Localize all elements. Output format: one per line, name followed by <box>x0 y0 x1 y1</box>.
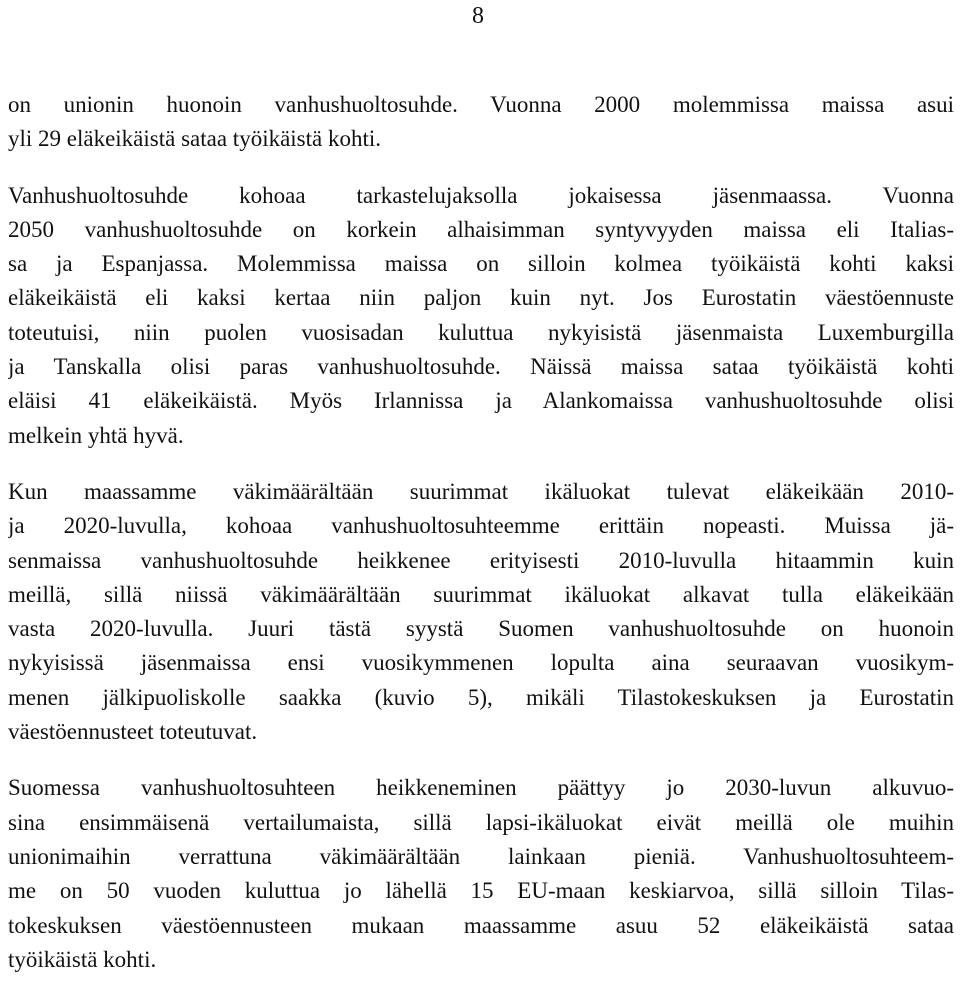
text-line: ja Tanskalla olisi paras vanhushuoltosuhde. Näissä maissa sataa työikäistä kohti <box>8 354 954 380</box>
text-line: tokeskuksen väestöennusteen mukaan maassamme asuu 52 eläkeikäistä sataa <box>8 912 954 938</box>
text-line: sina ensimmäisenä vertailumaista, sillä lapsi-ikäluokat eivät meillä ole muihin <box>8 809 954 835</box>
text-line: väestöennusteet toteutuvat. <box>8 719 258 745</box>
text-line: melkein yhtä hyvä. <box>8 422 184 448</box>
document-body <box>8 88 954 977</box>
text-line: on unionin huonoin vanhushuoltosuhde. Vuonna 2000 molemmissa maissa asui <box>8 92 954 117</box>
paragraph-4 <box>8 771 954 977</box>
text-line: eläkeikäistä eli kaksi kertaa niin paljon kuin nyt. Jos Eurostatin väestöennuste <box>8 285 954 311</box>
paragraph-gap <box>8 157 954 179</box>
text-line: meillä, sillä niissä väkimäärältään suurimmat ikäluokat alkavat tulla eläkeikään <box>8 581 954 607</box>
text-line: toteutuisi, niin puolen vuosisadan kuluttua nykyisistä jäsenmaista Luxemburgilla <box>8 319 954 345</box>
text-line: vasta 2020-luvulla. Juuri tästä syystä Suomen vanhushuoltosuhde on huonoin <box>8 616 954 642</box>
text-line: eläisi 41 eläkeikäistä. Myös Irlannissa ja Alankomaissa vanhushuoltosuhde olisi <box>8 388 954 414</box>
text-line: unionimaihin verrattuna väkimäärältään lainkaan pieniä. Vanhushuoltosuhteem- <box>8 843 954 869</box>
text-line: ja 2020-luvulla, kohoaa vanhushuoltosuhteemme erittäin nopeasti. Muissa jä- <box>8 513 954 539</box>
text-line: senmaissa vanhushuoltosuhde heikkenee erityisesti 2010-luvulla hitaammin kuin <box>8 547 954 573</box>
paragraph-2 <box>8 179 954 453</box>
text-line: sa ja Espanjassa. Molemmissa maissa on silloin kolmea työikäistä kohti kaksi <box>8 251 954 277</box>
text-line: me on 50 vuoden kuluttua jo lähellä 15 EU-maan keskiarvoa, sillä silloin Tilas- <box>8 878 954 904</box>
paragraph-gap <box>8 453 954 475</box>
text-line: yli 29 eläkeikäistä sataa työikäistä kohti. <box>8 126 382 152</box>
text-line: 2050 vanhushuoltosuhde on korkein alhaisimman syntyvyyden maissa eli Italias- <box>8 216 954 242</box>
paragraph-gap <box>8 749 954 771</box>
text-line: Kun maassamme väkimäärältään suurimmat ikäluokat tulevat eläkeikään 2010- <box>8 478 954 504</box>
text-line: työikäistä kohti. <box>8 946 157 972</box>
paragraph-1 <box>8 88 954 157</box>
text-line: Suomessa vanhushuoltosuhteen heikkeneminen päättyy jo 2030-luvun alkuvuo- <box>8 775 954 801</box>
paragraph-3 <box>8 475 954 749</box>
text-line: menen jälkipuoliskolle saakka (kuvio 5), mikäli Tilastokeskuksen ja Eurostatin <box>8 684 954 710</box>
text-line: nykyisissä jäsenmaissa ensi vuosikymmenen lopulta aina seuraavan vuosikym- <box>8 650 954 676</box>
text-line: Vanhushuoltosuhde kohoaa tarkastelujaksolla jokaisessa jäsenmaassa. Vuonna <box>8 182 954 208</box>
page-number: 8 <box>472 3 484 29</box>
